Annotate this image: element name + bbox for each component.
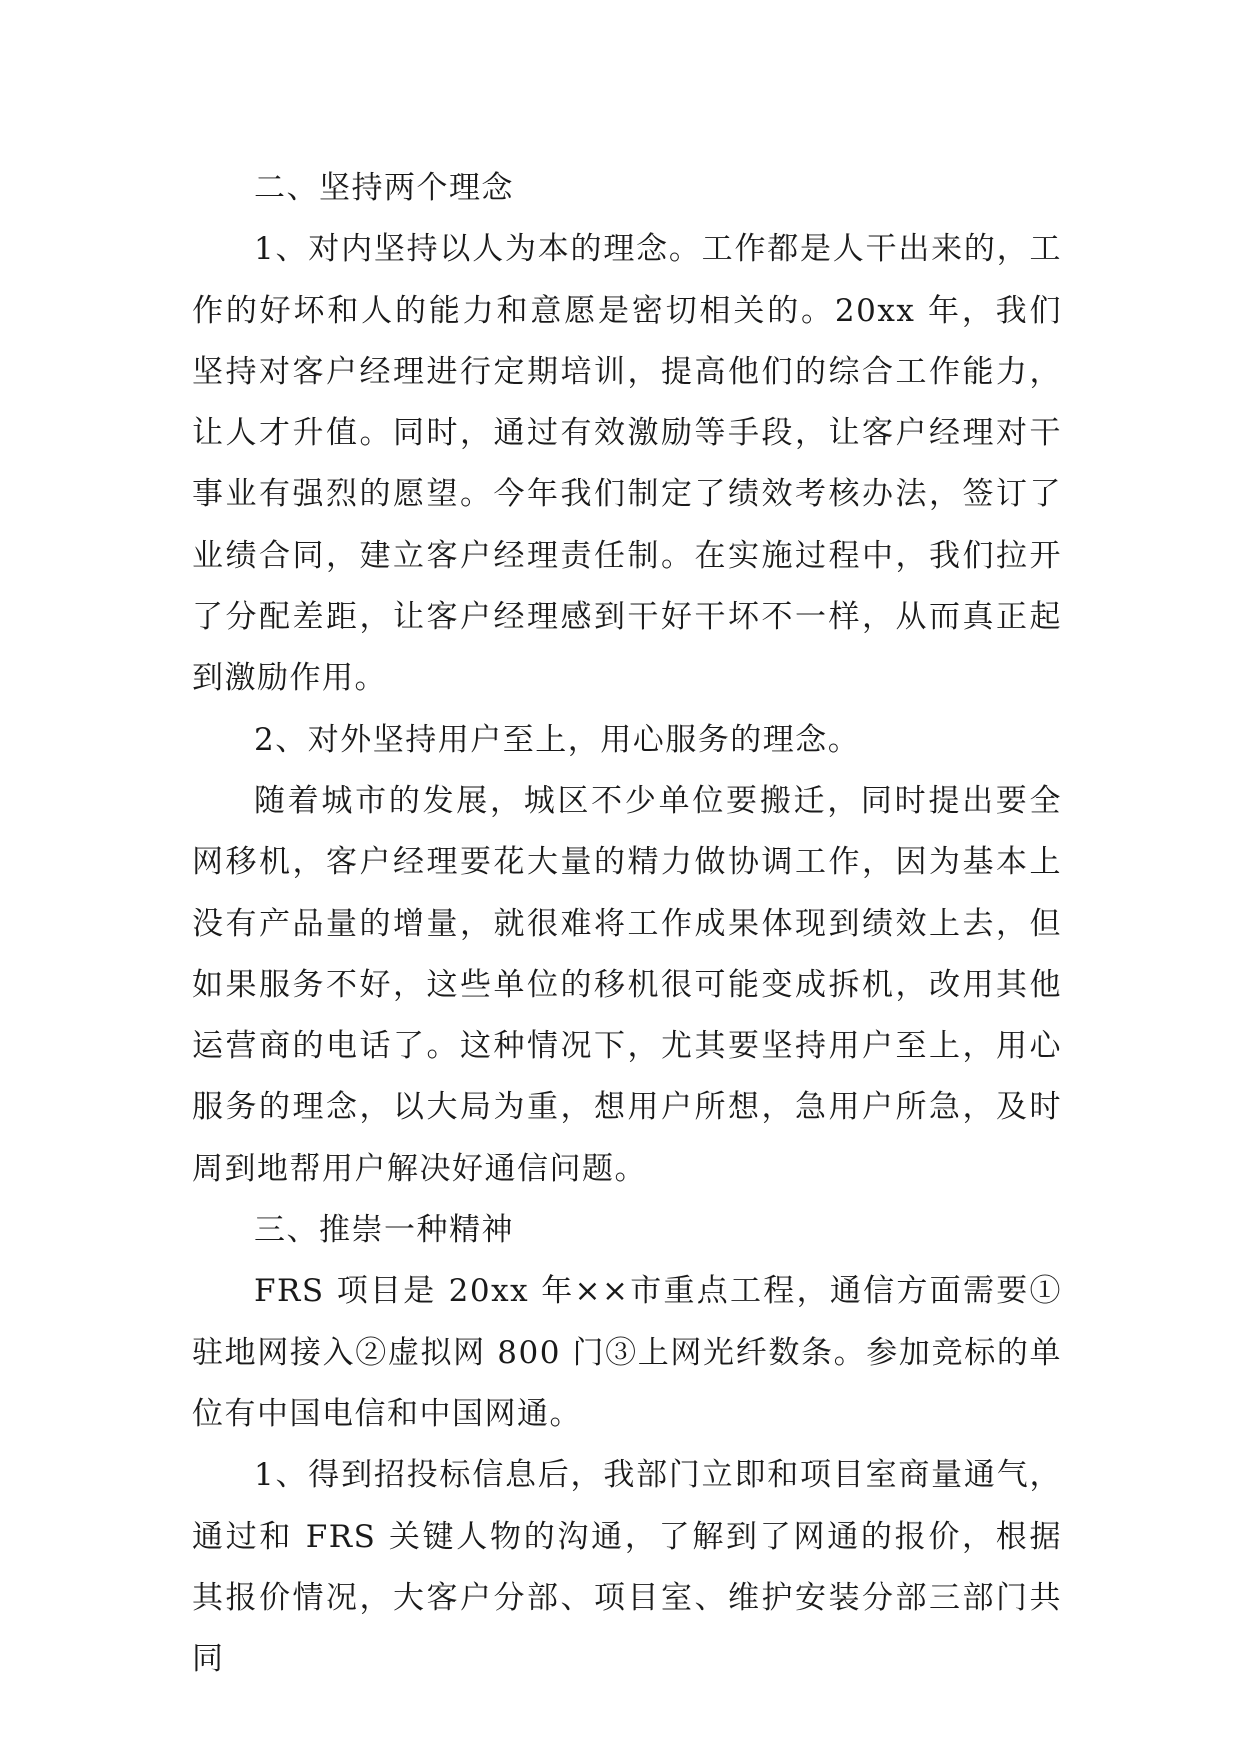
document-body [192,158,1062,1690]
paragraph-external-concept-heading: 2、对外坚持用户至上，用心服务的理念。 [254,721,861,758]
paragraph-bidding-info: 1、得到招投标信息后，我部门立即和项目室商量通气，通过和 FRS 关键人物的沟通，了解到了网通的报价，根据其报价情况，大客户分部、项目室、维护安装分部三部门共同 [192,1457,1062,1678]
paragraph-internal-concept: 1、对内坚持以人为本的理念。工作都是人干出来的，工作的好坏和人的能力和意愿是密切相关的。20xx 年，我们坚持对客户经理进行定期培训，提高他们的综合工作能力，让人才升值。同时，通过有效激励等手段，让客户经理对干事业有强烈的愿望。今年我们制定了绩效考核办法，签订了业绩合同，建立客户经理责任制。在实施过程中，我们拉开了分配差距，让客户经理感到干好干坏不一样，从而真正起到激励作用。 [192,231,1062,697]
paragraph-city-development: 随着城市的发展，城区不少单位要搬迁，同时提出要全网移机，客户经理要花大量的精力做协调工作，因为基本上没有产品量的增量，就很难将工作成果体现到绩效上去，但如果服务不好，这些单位的移机很可能变成拆机，改用其他运营商的电话了。这种情况下，尤其要坚持用户至上，用心服务的理念，以大局为重，想用户所想，急用户所急，及时周到地帮用户解决好通信问题。 [192,782,1062,1187]
section-heading-two-concepts: 二、坚持两个理念 [254,170,514,206]
paragraph-frs-project: FRS 项目是 20xx 年××市重点工程，通信方面需要①驻地网接入②虚拟网 800 门③上网光纤数条。参加竞标的单位有中国电信和中国网通。 [192,1273,1062,1432]
section-heading-one-spirit: 三、推崇一种精神 [254,1212,514,1249]
